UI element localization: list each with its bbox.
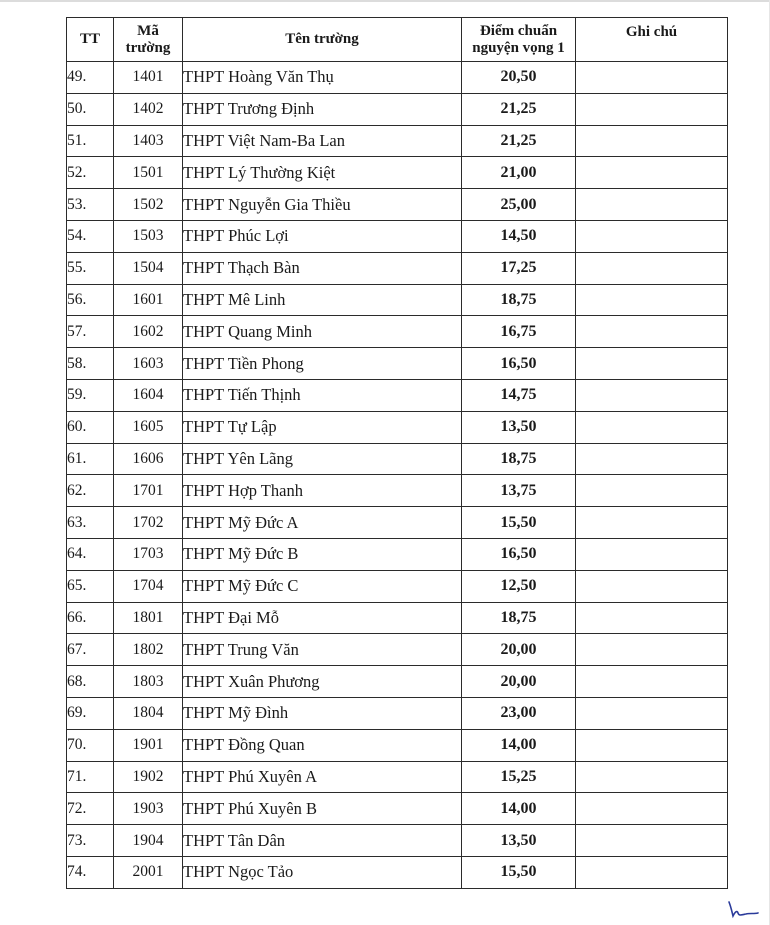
cell-diem-chuan: 18,75 [462,443,576,475]
cell-ten-truong: THPT Phúc Lợi [183,220,462,252]
cell-ten-truong: THPT Hoàng Văn Thụ [183,62,462,94]
cell-ma-truong: 1602 [114,316,183,348]
cell-ghi-chu [576,348,728,380]
cell-ten-truong: THPT Tân Dân [183,825,462,857]
cell-ten-truong: THPT Trung Văn [183,634,462,666]
cell-ghi-chu [576,666,728,698]
cell-diem-chuan: 13,50 [462,411,576,443]
header-ten-truong: Tên trường [183,18,462,62]
cell-tt: 57. [67,316,114,348]
header-tt: TT [67,18,114,62]
table-row [67,189,728,221]
cell-ten-truong: THPT Quang Minh [183,316,462,348]
cell-ma-truong: 1804 [114,697,183,729]
cell-ten-truong: THPT Mỹ Đức A [183,507,462,539]
cell-ma-truong: 1703 [114,538,183,570]
table-row [67,570,728,602]
cell-tt: 73. [67,825,114,857]
cell-ten-truong: THPT Tiến Thịnh [183,379,462,411]
cell-ma-truong: 1903 [114,793,183,825]
cell-ghi-chu [576,316,728,348]
table-row [67,475,728,507]
cell-ma-truong: 1501 [114,157,183,189]
cell-tt: 70. [67,729,114,761]
cell-ghi-chu [576,475,728,507]
cell-ghi-chu [576,379,728,411]
cell-ghi-chu [576,729,728,761]
cell-ma-truong: 1403 [114,125,183,157]
cell-ten-truong: THPT Ngọc Tảo [183,856,462,888]
table-row [67,538,728,570]
cell-diem-chuan: 15,25 [462,761,576,793]
cell-diem-chuan: 18,75 [462,602,576,634]
table-row [67,125,728,157]
cell-ten-truong: THPT Mỹ Đức B [183,538,462,570]
cell-ma-truong: 1401 [114,62,183,94]
cell-diem-chuan: 13,75 [462,475,576,507]
cell-ten-truong: THPT Đại Mỗ [183,602,462,634]
cell-diem-chuan: 20,50 [462,62,576,94]
cell-diem-chuan: 15,50 [462,507,576,539]
cell-ghi-chu [576,793,728,825]
cell-tt: 51. [67,125,114,157]
cell-diem-chuan: 25,00 [462,189,576,221]
cell-ten-truong: THPT Yên Lãng [183,443,462,475]
table-row [67,379,728,411]
cell-tt: 64. [67,538,114,570]
cell-diem-chuan: 13,50 [462,825,576,857]
cell-ma-truong: 1604 [114,379,183,411]
cell-diem-chuan: 18,75 [462,284,576,316]
cell-diem-chuan: 21,25 [462,125,576,157]
table-row [67,93,728,125]
table-row [67,411,728,443]
cell-ghi-chu [576,538,728,570]
header-diem-chuan-line2: nguyện vọng 1 [472,39,565,56]
cell-tt: 53. [67,189,114,221]
cell-tt: 55. [67,252,114,284]
table-row [67,348,728,380]
cell-ten-truong: THPT Mỹ Đức C [183,570,462,602]
cell-ten-truong: THPT Mỹ Đình [183,697,462,729]
cell-ghi-chu [576,220,728,252]
cell-ma-truong: 2001 [114,856,183,888]
cell-diem-chuan: 16,50 [462,348,576,380]
table-row [67,634,728,666]
cell-tt: 56. [67,284,114,316]
cell-ma-truong: 1601 [114,284,183,316]
cell-tt: 54. [67,220,114,252]
cell-tt: 59. [67,379,114,411]
cell-diem-chuan: 20,00 [462,666,576,698]
cell-diem-chuan: 21,25 [462,93,576,125]
cell-ghi-chu [576,411,728,443]
cell-tt: 71. [67,761,114,793]
header-ma-truong [114,18,183,62]
cell-tt: 49. [67,62,114,94]
cell-ten-truong: THPT Lý Thường Kiệt [183,157,462,189]
table-row [67,284,728,316]
table-row [67,697,728,729]
cell-ma-truong: 1701 [114,475,183,507]
table-row [67,62,728,94]
cell-tt: 63. [67,507,114,539]
handwritten-initial-icon [726,898,760,920]
cell-tt: 60. [67,411,114,443]
cell-diem-chuan: 16,50 [462,538,576,570]
cell-diem-chuan: 12,50 [462,570,576,602]
header-ghi-chu: Ghi chú [576,18,728,62]
cell-ten-truong: THPT Phú Xuyên A [183,761,462,793]
table-row [67,666,728,698]
cell-ma-truong: 1502 [114,189,183,221]
header-diem-chuan-line1: Điểm chuẩn [479,22,558,39]
cell-ghi-chu [576,157,728,189]
cell-tt: 50. [67,93,114,125]
cell-diem-chuan: 14,75 [462,379,576,411]
cell-tt: 69. [67,697,114,729]
cell-tt: 68. [67,666,114,698]
cell-tt: 65. [67,570,114,602]
cell-ghi-chu [576,62,728,94]
cell-diem-chuan: 16,75 [462,316,576,348]
cell-ghi-chu [576,189,728,221]
cell-ghi-chu [576,570,728,602]
cell-ten-truong: THPT Thạch Bàn [183,252,462,284]
cell-ghi-chu [576,93,728,125]
cell-ten-truong: THPT Tiền Phong [183,348,462,380]
cell-diem-chuan: 15,50 [462,856,576,888]
cell-ten-truong: THPT Tự Lập [183,411,462,443]
cell-diem-chuan: 23,00 [462,697,576,729]
cell-ghi-chu [576,252,728,284]
cell-diem-chuan: 14,50 [462,220,576,252]
cell-ten-truong: THPT Nguyễn Gia Thiều [183,189,462,221]
cell-ma-truong: 1603 [114,348,183,380]
admission-scores-table [66,17,728,889]
cell-ghi-chu [576,125,728,157]
cell-diem-chuan: 14,00 [462,793,576,825]
cell-ma-truong: 1606 [114,443,183,475]
cell-ghi-chu [576,761,728,793]
table-row [67,761,728,793]
cell-tt: 72. [67,793,114,825]
cell-ma-truong: 1702 [114,507,183,539]
table-header-row [67,18,728,62]
table-row [67,825,728,857]
cell-diem-chuan: 14,00 [462,729,576,761]
header-ma-truong-line2: trường [125,39,171,56]
cell-ma-truong: 1901 [114,729,183,761]
cell-ten-truong: THPT Hợp Thanh [183,475,462,507]
table-row [67,220,728,252]
cell-ma-truong: 1902 [114,761,183,793]
cell-ma-truong: 1801 [114,602,183,634]
cell-ten-truong: THPT Xuân Phương [183,666,462,698]
cell-ma-truong: 1802 [114,634,183,666]
scan-edge-top [0,0,770,2]
cell-ten-truong: THPT Mê Linh [183,284,462,316]
cell-tt: 74. [67,856,114,888]
cell-ma-truong: 1704 [114,570,183,602]
cell-ten-truong: THPT Đồng Quan [183,729,462,761]
cell-ghi-chu [576,443,728,475]
table-row [67,602,728,634]
cell-diem-chuan: 17,25 [462,252,576,284]
table-row [67,157,728,189]
cell-ghi-chu [576,284,728,316]
cell-ma-truong: 1504 [114,252,183,284]
cell-ten-truong: THPT Trương Định [183,93,462,125]
cell-tt: 61. [67,443,114,475]
cell-diem-chuan: 20,00 [462,634,576,666]
cell-ten-truong: THPT Phú Xuyên B [183,793,462,825]
cell-tt: 62. [67,475,114,507]
cell-ma-truong: 1503 [114,220,183,252]
cell-ghi-chu [576,602,728,634]
cell-ghi-chu [576,825,728,857]
table-row [67,793,728,825]
cell-diem-chuan: 21,00 [462,157,576,189]
cell-ghi-chu [576,856,728,888]
cell-tt: 67. [67,634,114,666]
cell-ghi-chu [576,697,728,729]
table-row [67,856,728,888]
cell-ma-truong: 1904 [114,825,183,857]
cell-ma-truong: 1402 [114,93,183,125]
table-row [67,252,728,284]
cell-tt: 66. [67,602,114,634]
header-ma-truong-line1: Mã [137,22,159,39]
cell-tt: 58. [67,348,114,380]
cell-tt: 52. [67,157,114,189]
cell-ma-truong: 1605 [114,411,183,443]
cell-ma-truong: 1803 [114,666,183,698]
cell-ghi-chu [576,507,728,539]
table-row [67,443,728,475]
table-row [67,729,728,761]
table-body [67,62,728,889]
cell-ghi-chu [576,634,728,666]
table-row [67,316,728,348]
table-row [67,507,728,539]
cell-ten-truong: THPT Việt Nam-Ba Lan [183,125,462,157]
header-diem-chuan [462,18,576,62]
